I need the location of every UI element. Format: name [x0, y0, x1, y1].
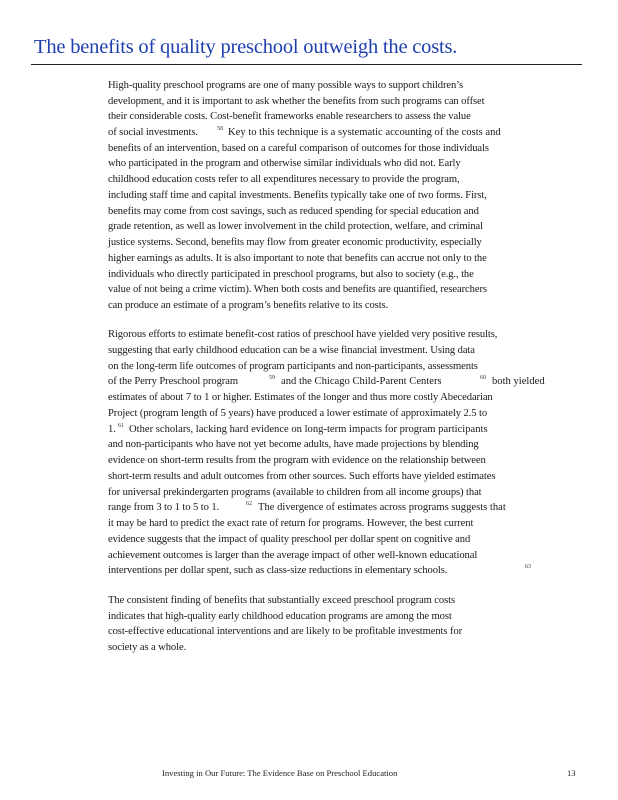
footnote-62: 62	[246, 501, 252, 507]
paragraph-3-line-1: The consistent finding of benefits that substantially exceed preschool program costs	[108, 595, 455, 606]
paragraph-1-line-13: individuals who directly participated in preschool programs, but also to society (e.g., the	[108, 269, 474, 280]
paragraph-1-line-10: grade retention, as well as lower involvement in the child protection, welfare, and criminal	[108, 221, 483, 232]
paragraph-1-line-9: benefits may come from cost savings, such as reduced spending for special education and	[108, 206, 479, 217]
paragraph-1-line-4-continuation: Key to this technique is a systematic accounting of the costs and	[228, 127, 501, 138]
paragraph-1-line-12: higher earnings as adults. It is also important to note that benefits can accrue not only to the	[108, 253, 487, 264]
paragraph-1-line-1: High-quality preschool programs are one of many possible ways to support children’s	[108, 80, 464, 91]
footnote-61: 61	[118, 423, 124, 429]
paragraph-2-line-15: achievement outcomes is larger than the average impact of other well-known educational	[108, 550, 478, 561]
paragraph-3-line-4: society as a whole.	[108, 642, 187, 653]
paragraph-2-line-11: for universal prekindergarten programs (available to children from all income groups) that	[108, 487, 482, 498]
footnote-58: 58	[217, 126, 223, 132]
paragraph-2-line-6: Project (program length of 5 years) have produced a lower estimate of approximately 2.5 to	[108, 408, 488, 419]
footnote-63: 63	[525, 564, 531, 570]
title-divider	[31, 64, 582, 65]
paragraph-3-line-3: cost-effective educational interventions and are likely to be profitable investments for	[108, 626, 463, 637]
paragraph-1-line-14: value of not being a crime victim). When both costs and benefits are quantified, researchers	[108, 284, 487, 295]
paragraph-1-line-3: their considerable costs. Cost-benefit frameworks enable researchers to assess the value	[108, 111, 471, 122]
paragraph-2-line-2: suggesting that early childhood education can be a wise financial investment. Using data	[108, 345, 475, 356]
paragraph-2-line-4-end: both yielded	[492, 376, 545, 387]
paragraph-2-line-10: short-term results and adult outcomes from other sources. Such efforts have yielded estimates	[108, 471, 496, 482]
paragraph-1-line-2: development, and it is important to ask whether the benefits from such programs can offset	[108, 96, 485, 107]
paragraph-2-line-16: interventions per dollar spent, such as class-size reductions in elementary schools.	[108, 565, 448, 576]
paragraph-3-line-2: indicates that high-quality early childhood education programs are among the most	[108, 611, 452, 622]
paragraph-2-line-4-middle: and the Chicago Child-Parent Centers	[281, 376, 442, 387]
paragraph-2-line-9: evidence on short-term results from the program with evidence on the relationship between	[108, 455, 486, 466]
paragraph-2-line-12-continuation: The divergence of estimates across programs suggests that	[258, 502, 506, 513]
page-title: The benefits of quality preschool outweigh the costs.	[34, 36, 458, 58]
paragraph-2-line-3: on the long-term life outcomes of program participants and non-participants, assessments	[108, 361, 478, 372]
paragraph-1-line-7: childhood education costs refer to all expenditures necessary to provide the program,	[108, 174, 460, 185]
paragraph-1-line-11: justice systems. Second, benefits may flow from greater economic productivity, especially	[108, 237, 482, 248]
paragraph-2-line-14: evidence suggests that the impact of quality preschool per dollar spent on cognitive and	[108, 534, 471, 545]
paragraph-2-line-8: and non-participants who have not yet become adults, have made projections by blending	[108, 439, 479, 450]
paragraph-1-line-4: of social investments.	[108, 127, 198, 138]
footer-publication-title: Investing in Our Future: The Evidence Base on Preschool Education	[162, 768, 398, 778]
paragraph-2-line-4: of the Perry Preschool program	[108, 376, 238, 387]
paragraph-2-line-7: 1.	[108, 424, 116, 435]
paragraph-2-line-1: Rigorous efforts to estimate benefit-cost ratios of preschool have yielded very positive results,	[108, 329, 498, 340]
paragraph-2-line-13: it may be hard to predict the exact rate of return for programs. However, the best current	[108, 518, 474, 529]
footer-page-number: 13	[567, 768, 576, 778]
paragraph-1-line-6: who participated in the program and otherwise similar individuals who did not. Early	[108, 158, 461, 169]
footnote-59: 59	[269, 375, 275, 381]
paragraph-1-line-5: benefits of an intervention, based on a careful comparison of outcomes for those individuals	[108, 143, 489, 154]
paragraph-2-line-12: range from 3 to 1 to 5 to 1.	[108, 502, 220, 513]
footnote-60: 60	[480, 375, 486, 381]
paragraph-2-line-5: estimates of about 7 to 1 or higher. Estimates of the longer and thus more costly Abecedarian	[108, 392, 493, 403]
paragraph-1-line-15: can produce an estimate of a program’s benefits relative to its costs.	[108, 300, 389, 311]
paragraph-1-line-8: including staff time and capital investments. Benefits typically take one of two forms. First,	[108, 190, 487, 201]
paragraph-2-line-7-continuation: Other scholars, lacking hard evidence on long-term impacts for program participants	[129, 424, 488, 435]
